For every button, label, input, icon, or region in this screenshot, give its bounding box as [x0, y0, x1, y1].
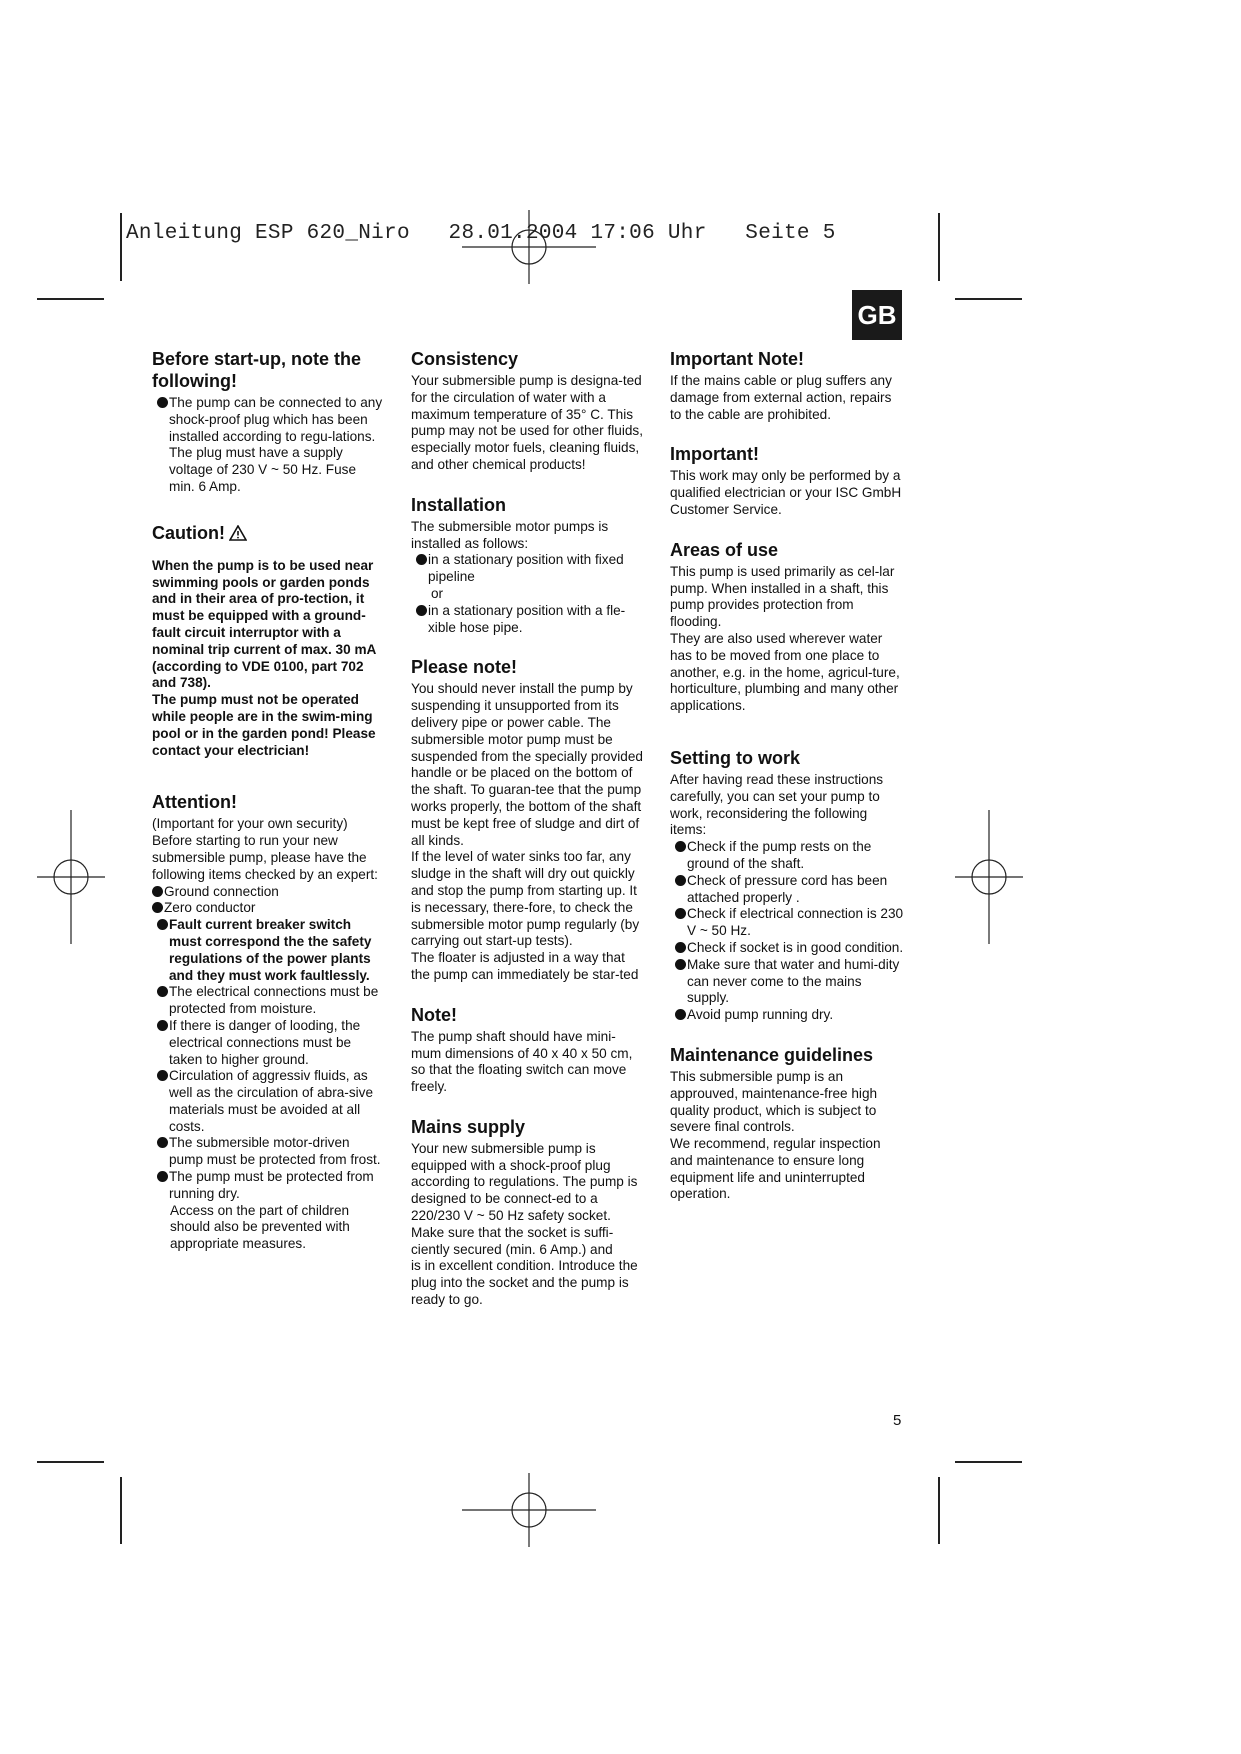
bullet-icon — [675, 959, 686, 970]
list-item: Check if electrical connection is 230 V ~ 50 Hz. — [670, 906, 905, 940]
list-item: Zero conductor — [152, 900, 384, 917]
list-item: Avoid pump running dry. — [670, 1007, 905, 1024]
mains-supply-heading: Mains supply — [411, 1116, 526, 1137]
attention-intro: (Important for your own security) Before starting to run your new submersible pump, please have the following items checked by an expert: — [152, 816, 378, 882]
please-note-heading: Please note! — [411, 657, 518, 678]
please-note-text-3: The floater is adjusted in a way that the pump can immediately be star-ted — [411, 950, 639, 982]
bullet-icon — [152, 886, 163, 897]
bullet-icon — [675, 942, 686, 953]
crop-mark — [37, 298, 104, 300]
bullet-icon — [157, 1137, 168, 1148]
list-item: Make sure that water and humi-dity can never come to the mains supply. — [670, 957, 905, 1007]
bullet-icon — [157, 1020, 168, 1031]
bullet-icon — [675, 908, 686, 919]
bullet-icon — [675, 875, 686, 886]
registration-mark-top — [462, 210, 596, 284]
list-item: The pump can be connected to any shock-proof plug which has been installed according to regu-lations. The plug must have a supply voltage of 230 V ~ 50 Hz. Fuse min. 6 Amp. — [152, 395, 384, 496]
list-item: in a stationary position with fixed pipeline — [411, 552, 644, 586]
print-slug: Anleitung ESP 620_Niro 28.01.2004 17:06 Uhr Seite 5 — [126, 222, 836, 245]
installation-intro: The submersible motor pumps is installed as follows: — [411, 518, 609, 551]
attention-heading: Attention! — [152, 792, 237, 813]
areas-of-use-text-2: They are also used wherever water has to be moved from one place to another, e.g. in the home, agricul-ture, horticulture, plumbing and many other applications. — [670, 630, 900, 714]
please-note-text-2: If the level of water sinks too far, any sludge in the shaft will dry out quickly and stop the pump from starting up. It is necessary, there-fore, to check the submersible motor pump regularly (by carrying out start-up tests). — [411, 849, 640, 949]
setting-to-work-intro: After having read these instructions carefully, you can set your pump to work, reconsidering the following items: — [670, 771, 884, 838]
list-item: in a stationary position with a fle-xible hose pipe. — [411, 603, 644, 637]
list-item: Check if socket is in good condition. — [670, 940, 905, 957]
note-text: The pump shaft should have mini-mum dimensions of 40 x 40 x 50 cm, so that the floating switch can move freely. — [411, 1028, 633, 1095]
crop-mark — [955, 1461, 1022, 1463]
list-item: Ground connection — [152, 884, 384, 901]
column-3 — [670, 348, 905, 1203]
bullet-icon — [157, 1070, 168, 1081]
consistency-heading: Consistency — [411, 349, 519, 369]
crop-mark — [938, 1477, 940, 1544]
bullet-icon — [152, 902, 163, 913]
column-1 — [152, 348, 384, 1253]
before-startup-list — [152, 395, 384, 496]
consistency-text: Your submersible pump is designa-ted for the circulation of water with a maximum temperature of 35° C. This pump may not be used for other fluids, especially motor fuels, cleaning fluids, and other chemical products! — [411, 373, 643, 472]
caution-heading: Caution! — [152, 522, 384, 544]
language-tab: GB — [852, 290, 902, 340]
bullet-icon — [157, 397, 168, 408]
important-text: This work may only be performed by a qualified electrician or your ISC GmbH Customer Service. — [670, 468, 902, 517]
page-number: 5 — [893, 1412, 902, 1429]
important-heading: Important! — [670, 444, 759, 465]
list-item: Check of pressure cord has been attached properly . — [670, 873, 905, 907]
areas-of-use-text: This pump is used primarily as cel-lar pump. When installed in a shaft, this pump provides protection from flooding. — [670, 563, 895, 630]
note-heading: Note! — [411, 1004, 457, 1025]
caution-text-2: The pump must not be operated while people are in the swim-ming pool or in the garden pond! Please contact your electrician! — [152, 692, 376, 758]
crop-mark — [955, 298, 1022, 300]
caution-text: When the pump is to be used near swimming pools or garden ponds and in their area of pro-tection, it must be equipped with a ground-fault circuit interruptor with a nominal trip current of max. 30 mA (according to VDE 0100, part 702 and 738). — [152, 557, 376, 691]
mains-supply-text: Your new submersible pump is equipped with a shock-proof plug according to regulations. The pump is designed to be connect-ed to a 220/230 V ~ 50 Hz safety socket. Make sure that the socket is suffi-ciently secured (min. 6 Amp.) and — [411, 1140, 638, 1257]
registration-mark-left — [37, 810, 105, 944]
attention-list — [152, 884, 384, 1203]
registration-mark-bottom — [462, 1473, 596, 1547]
important-note-text: If the mains cable or plug suffers any damage from external action, repairs to the cable are prohibited. — [670, 373, 892, 422]
setting-to-work-heading: Setting to work — [670, 747, 800, 768]
maintenance-heading: Maintenance guidelines — [670, 1044, 874, 1065]
important-note-heading: Important Note! — [670, 349, 804, 369]
children-note: Access on the part of children should also be prevented with appropriate measures. — [170, 1202, 350, 1252]
list-item-or: or — [431, 585, 444, 601]
list-item: If there is danger of looding, the electrical connections must be taken to higher ground. — [152, 1018, 384, 1068]
bullet-icon — [675, 841, 686, 852]
bullet-icon — [416, 554, 427, 565]
list-item: The electrical connections must be protected from moisture. — [152, 984, 384, 1018]
bullet-icon — [675, 1009, 686, 1020]
bullet-icon — [157, 919, 168, 930]
maintenance-text-2: We recommend, regular inspection and maintenance to ensure long equipment life and uninterrupted operation. — [670, 1136, 881, 1202]
installation-list — [411, 552, 644, 636]
registration-mark-right — [955, 810, 1023, 944]
areas-of-use-heading: Areas of use — [670, 539, 779, 560]
crop-mark — [37, 1461, 104, 1463]
bullet-icon — [157, 1171, 168, 1182]
column-2 — [411, 348, 644, 1309]
list-item: Check if the pump rests on the ground of the shaft. — [670, 839, 905, 873]
list-item: The pump must be protected from running dry. — [152, 1169, 384, 1203]
before-startup-heading: Before start-up, note the following! — [152, 349, 362, 391]
setting-to-work-list — [670, 839, 905, 1024]
bullet-icon — [416, 605, 427, 616]
please-note-text: You should never install the pump by suspending it unsupported from its delivery pipe or power cable. The submersible motor pump must be suspended from the specially provided handle or be placed on the bottom of the shaft. To guaran-tee that the pump works properly, the bottom of the shaft must be kept free of sludge and dirt of all kinds. — [411, 681, 643, 848]
crop-mark — [938, 213, 940, 281]
crop-mark — [120, 1477, 122, 1544]
bullet-icon — [157, 986, 168, 997]
list-item: Fault current breaker switch must correspond the the safety regulations of the power plants and they must work faultlessly. — [152, 917, 384, 984]
maintenance-text: This submersible pump is an approuved, maintenance-free high quality product, which is subject to severe final controls. — [670, 1068, 878, 1135]
warning-triangle-icon — [229, 525, 247, 541]
crop-mark — [120, 213, 122, 281]
list-item: Circulation of aggressiv fluids, as well as the circulation of abra-sive materials must be avoided at all costs. — [152, 1068, 384, 1135]
installation-heading: Installation — [411, 494, 507, 515]
mains-supply-text-2: is in excellent condition. Introduce the plug into the socket and the pump is ready to go. — [411, 1258, 638, 1308]
list-item: The submersible motor-driven pump must be protected from frost. — [152, 1135, 384, 1169]
